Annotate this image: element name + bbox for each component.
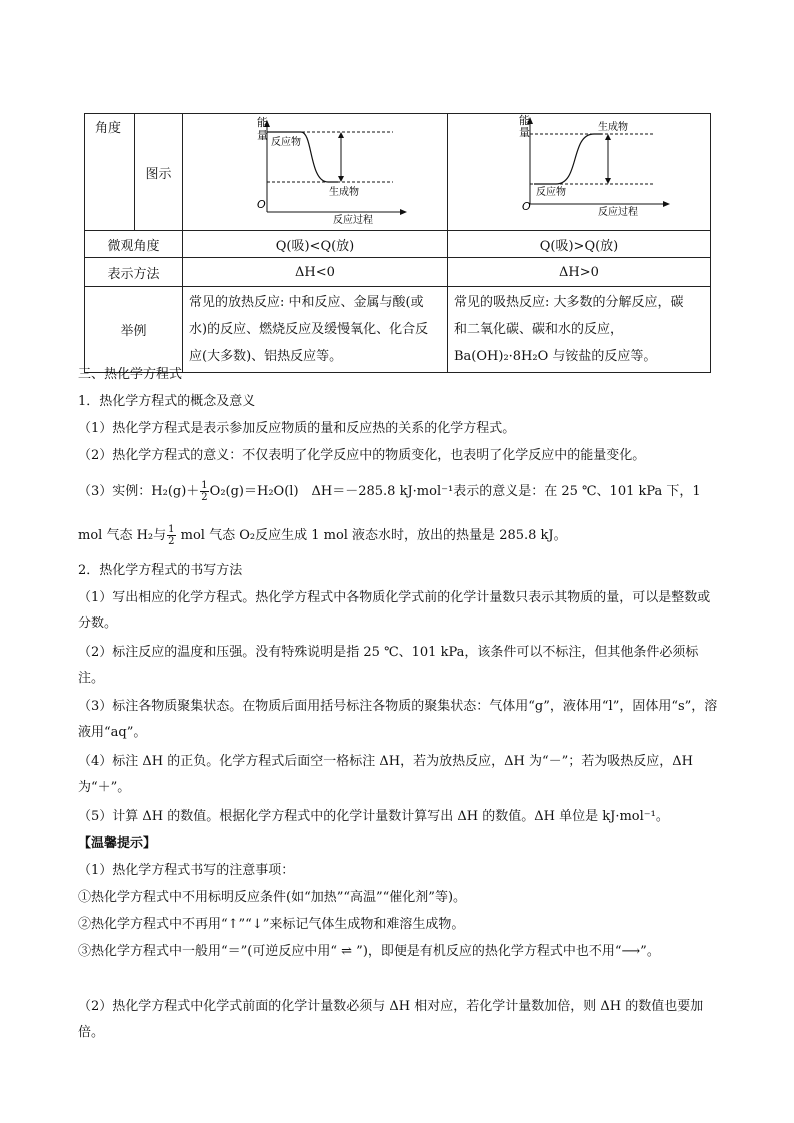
sub1-p4: [78, 523, 718, 549]
delta-h-arrow-bottom: [338, 176, 344, 182]
endo-example-line-1: 常见的吸热反应: 大多数的分解反应，碳: [454, 295, 684, 310]
delta-h-arrow-bottom: [605, 178, 611, 184]
exo-repr-cell: [183, 258, 448, 287]
sub2-s4: （4）标注 ΔH 的正负。化学方程式后面空一格标注 ΔH，若为放热反应，ΔH 为“－”；若为吸热反应，ΔH 为“＋”。: [78, 754, 693, 795]
sub1-p3-mid: O₂(g)＝H₂O(l) ΔH＝－285.8 kJ·mol⁻¹表示的意义是：在 25 ℃、101 kPa 下，1: [209, 484, 701, 499]
sub1-p3: [78, 479, 718, 505]
x-axis-arrow: [663, 201, 670, 207]
example-label-cell: [85, 287, 183, 373]
sub1-p4-start: mol 气态 H₂与: [78, 528, 167, 543]
sub1-p1: （1）热化学方程式是表示参加反应物质的量和反应热的关系的化学方程式。: [78, 421, 516, 436]
fraction-denominator-2: 2: [168, 536, 175, 547]
endo-diagram-cell: [448, 114, 711, 231]
origin-label: O: [257, 198, 266, 211]
sub1-p3-start: （3）实例：H₂(g)＋: [78, 484, 200, 499]
exo-example-text: 常见的放热反应: 中和反应、金属与酸(或水)的反应、燃烧反应及缓慢氧化、化合反应(大多数)、铝热反应等。: [189, 295, 429, 364]
sub1-p2: （2）热化学方程式的意义：不仅表明了化学反应中的物质变化，也表明了化学反应中的能量变化。: [78, 448, 646, 463]
sub1-title: 1．热化学方程式的概念及意义: [78, 394, 256, 409]
section-title: 三、热化学方程式: [78, 367, 183, 382]
exo-micro-cell: [183, 231, 448, 258]
product-label: 生成物: [598, 122, 628, 133]
fraction-half-2: [167, 524, 175, 547]
fraction-numerator: 1: [201, 480, 208, 491]
exothermic-energy-diagram: [183, 114, 448, 226]
y-axis-label-2: 量: [519, 126, 530, 139]
tips-title: 【温馨提示】: [78, 836, 157, 851]
sub1-p4-end: mol 气态 O₂反应生成 1 mol 液态水时，放出的热量是 285.8 kJ。: [176, 528, 567, 543]
x-axis-label: 反应过程: [333, 215, 373, 226]
delta-h-arrow-top: [605, 134, 611, 140]
fraction-denominator: 2: [201, 492, 208, 503]
y-axis-label-1: 能: [257, 116, 268, 129]
delta-h-arrow-top: [338, 132, 344, 138]
fraction-numerator-2: 1: [168, 524, 175, 535]
x-axis-label: 反应过程: [598, 207, 638, 218]
y-axis-label-1: 能: [519, 114, 530, 127]
energy-curve: [534, 134, 602, 184]
example-label: 举例: [120, 324, 147, 339]
diagram-label-cell: [135, 114, 183, 231]
tips-t2: （2）热化学方程式中化学式前面的化学计量数必须与 ΔH 相对应，若化学计量数加倍，则 ΔH 的数值也要加倍。: [78, 999, 704, 1040]
tips-c1: ①热化学方程式中不用标明反应条件(如“加热”“高温”“催化剂”等)。: [78, 890, 467, 905]
endo-example-cell: [448, 287, 711, 373]
sub2-s3: （3）标注各物质聚集状态。在物质后面用括号标注各物质的聚集状态：气体用“g”，液体用“l”，固体用“s”，溶液用“aq”。: [78, 699, 718, 740]
x-axis-arrow: [400, 209, 407, 215]
origin-label: O: [522, 200, 531, 213]
micro-label: 微观角度: [107, 238, 160, 254]
product-label: 生成物: [329, 187, 359, 198]
tips-c3: ③热化学方程式中一般用“＝”(可逆反应中用“ ⇌ ”)，即便是有机反应的热化学方程式中也不用“⟶”。: [78, 944, 660, 959]
angle-label-cell: [85, 114, 135, 231]
sub2-s1: （1）写出相应的化学方程式。热化学方程式中各物质化学式前的化学计量数只表示其物质的量，可以是整数或分数。: [78, 590, 711, 631]
exo-micro-value: Q(吸)<Q(放): [275, 238, 355, 254]
endothermic-energy-diagram: [448, 114, 711, 226]
exo-diagram-cell: [183, 114, 448, 231]
repr-label-cell: [85, 258, 183, 287]
endo-micro-value: Q(吸)>Q(放): [539, 238, 619, 254]
repr-label: 表示方法: [107, 266, 160, 282]
endo-repr-value: ΔH>0: [559, 264, 599, 280]
diagram-label: 图示: [145, 166, 172, 182]
sub2-s2: （2）标注反应的温度和压强。没有特殊说明是指 25 ℃、101 kPa，该条件可以不标注，但其他条件必须标注。: [78, 645, 699, 686]
endo-micro-cell: [448, 231, 711, 258]
micro-label-cell: [85, 231, 183, 258]
sub2-title: 2．热化学方程式的书写方法: [78, 563, 243, 578]
endo-example-line-3: Ba(OH)₂·8H₂O 与铵盐的反应等。: [454, 349, 657, 364]
tips-t1: （1）热化学方程式书写的注意事项：: [78, 863, 295, 878]
reactant-label: 反应物: [536, 187, 566, 198]
reactant-label: 反应物: [271, 137, 301, 148]
sub2-s5: （5）计算 ΔH 的数值。根据化学方程式中的化学计量数计算写出 ΔH 的数值。ΔH 单位是 kJ·mol⁻¹。: [78, 809, 669, 824]
fraction-half: [200, 480, 208, 503]
y-axis-label-2: 量: [257, 129, 268, 142]
endo-repr-cell: [448, 258, 711, 287]
tips-c2: ②热化学方程式中不再用“↑”“↓”来标记气体生成物和难溶生成物。: [78, 917, 465, 932]
angle-label: 角度: [95, 121, 122, 136]
comparison-table: [84, 113, 711, 373]
exo-repr-value: ΔH<0: [295, 264, 335, 280]
endo-example-line-2: 和二氧化碳、碳和水的反应，: [454, 322, 624, 337]
exo-example-cell: [183, 287, 448, 373]
